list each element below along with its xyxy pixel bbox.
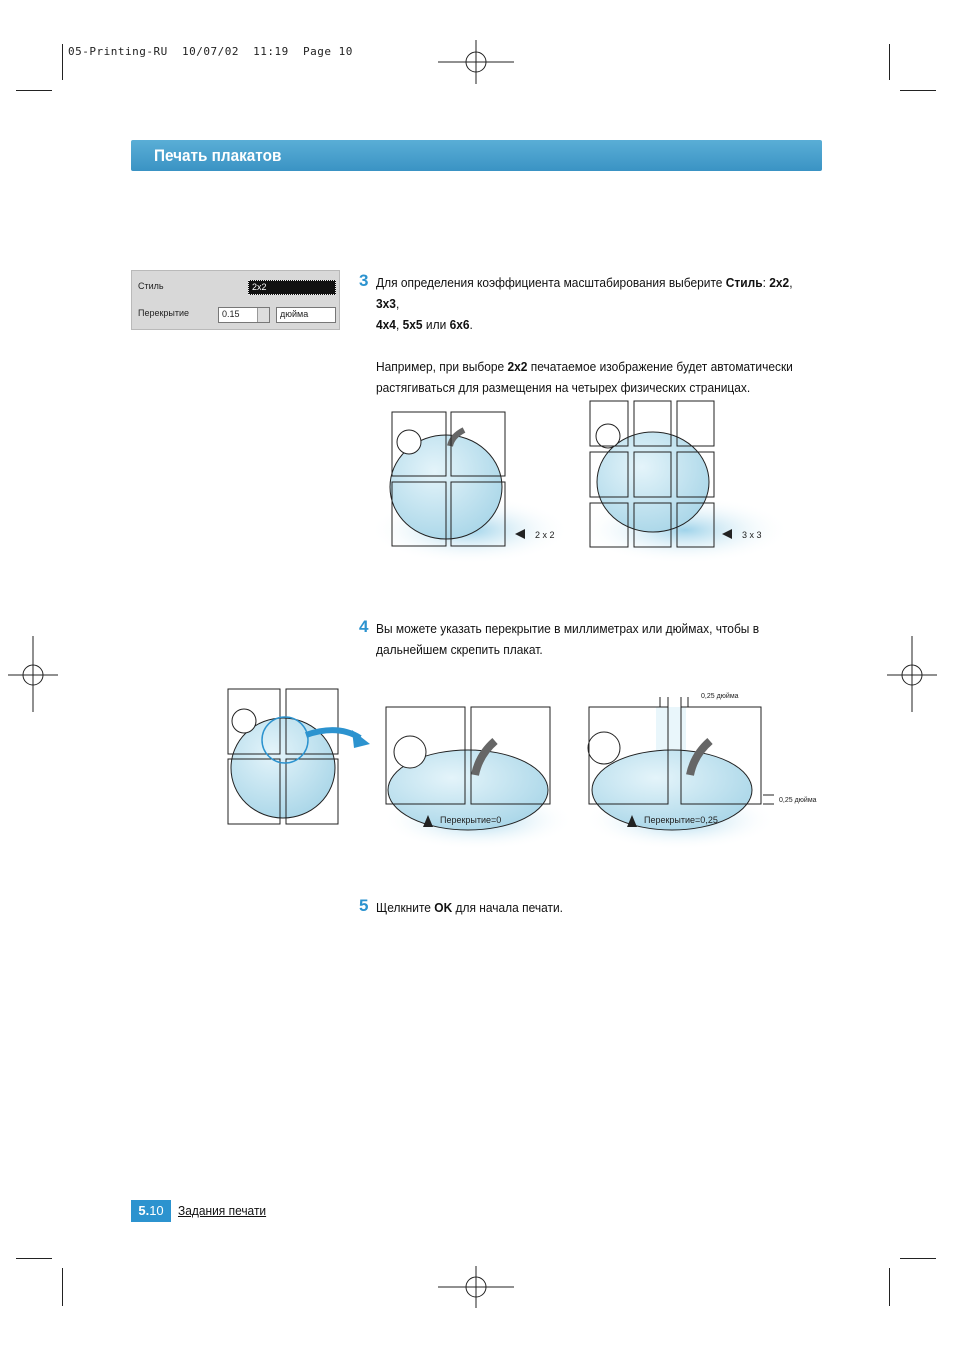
step-5-text: Щелкните OK для начала печати. bbox=[376, 900, 563, 915]
section-title: Печать плакатов bbox=[154, 146, 282, 165]
step-4-number: 4 bbox=[359, 617, 369, 636]
dimension-top-label: 0,25 дюйма bbox=[701, 693, 739, 700]
page-number-badge: 5.10 bbox=[131, 1200, 171, 1222]
step-3-text: Для определения коэффициента масштабирования выберите Стиль: 2x2, 3x3, 4x4, 5x5 или 6x6. Например, при выборе 2x2 печатаемое изображение будет автоматически растягиваться для размещения на четырех физических страницах. bbox=[376, 275, 793, 395]
print-slug: 05-Printing-RU 10/07/02 11:19 Page 10 bbox=[68, 45, 353, 58]
worm-face-overlap-025-icon bbox=[588, 732, 620, 764]
worm-face-2x2-icon bbox=[397, 430, 421, 454]
worm-face-3x3-icon bbox=[596, 424, 620, 448]
overlap-value: 0.15 bbox=[222, 309, 240, 319]
units-select[interactable]: дюйма bbox=[276, 307, 336, 323]
overlap-label: Перекрытие bbox=[138, 308, 190, 318]
style-select[interactable]: 2x2 bbox=[248, 280, 336, 295]
step-3-number: 3 bbox=[359, 271, 369, 290]
step-5-number: 5 bbox=[359, 896, 369, 915]
label-3x3: 3 x 3 bbox=[742, 530, 762, 540]
worm-face-small-icon bbox=[232, 709, 256, 733]
worm-face-overlap-0-icon bbox=[394, 736, 426, 768]
caption-overlap-025: Перекрытие=0,25 bbox=[644, 815, 718, 825]
dimension-side-label: 0,25 дюйма bbox=[779, 797, 817, 804]
label-2x2: 2 x 2 bbox=[535, 530, 555, 540]
style-label: Стиль bbox=[138, 281, 164, 291]
footer-section-link[interactable]: Задания печати bbox=[178, 1203, 267, 1218]
step-4-text: Вы можете указать перекрытие в миллиметрах или дюймах, чтобы в дальнейшем скрепить плакат. bbox=[376, 621, 760, 657]
caption-overlap-0: Перекрытие=0 bbox=[440, 815, 502, 825]
